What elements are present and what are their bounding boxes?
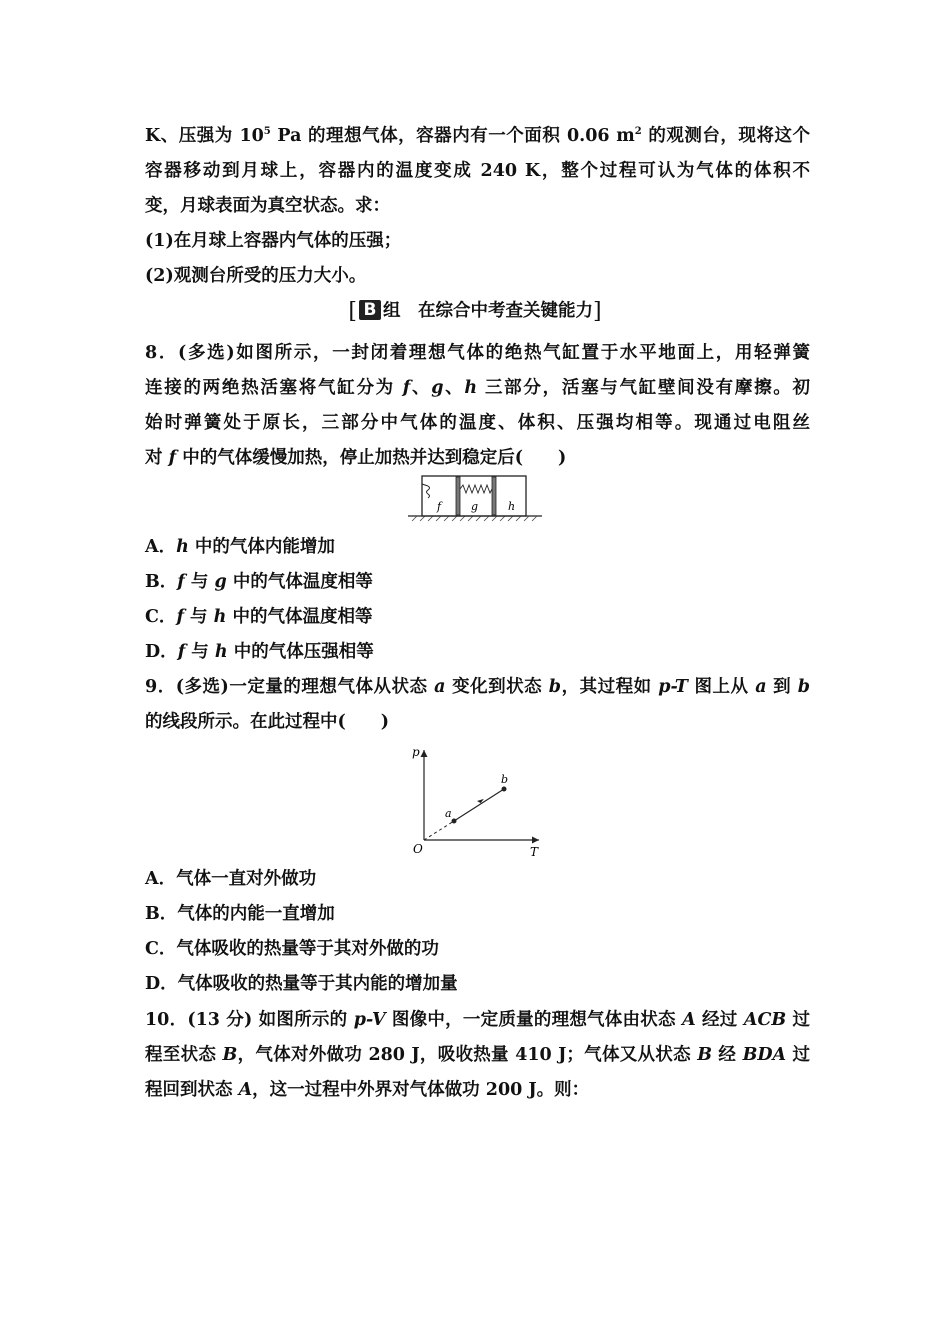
q8-line-2: 连接的两绝热活塞将气缸分为 f、g、h 三部分，活塞与气缸壁间没有摩擦。初 — [145, 378, 811, 398]
dashed-extension — [424, 821, 454, 840]
label-h: h — [508, 500, 516, 513]
point-b — [502, 787, 507, 792]
q9-line-1: 9．(多选)一定量的理想气体从状态 a 变化到状态 b，其过程如 p-T 图上从 a 到 b — [145, 677, 811, 697]
label-p: p — [412, 745, 420, 759]
section-heading: [ B 组 在综合中考查关键能力] — [348, 299, 602, 324]
q8-line-3: 始时弹簧处于原长，三部分中气体的温度、体积、压强均相等。现通过电阻丝 — [145, 413, 810, 433]
label-g: g — [471, 500, 479, 513]
point-a — [452, 819, 457, 824]
intro-line-2: 容器移动到月球上，容器内的温度变成 240 K，整个过程可认为气体的体积不 — [145, 161, 810, 181]
q10-line-3: 程回到状态 A，这一过程中外界对气体做功 200 J。则： — [145, 1080, 590, 1100]
label-T: T — [530, 845, 539, 859]
q8-line-4: 对 f 中的气体缓慢加热，停止加热并达到稳定后( ) — [145, 448, 567, 468]
q8-option-c[interactable]: C．f 与 h 中的气体温度相等 — [145, 607, 373, 627]
q10-line-2: 程至状态 B，气体对外做功 280 J，吸收热量 410 J；气体又从状态 B 经 BDA 过 — [145, 1045, 811, 1065]
label-O: O — [413, 842, 423, 856]
label-a: a — [445, 807, 452, 820]
q9-option-c[interactable]: C．气体吸收的热量等于其对外做的功 — [145, 939, 439, 959]
sub-question-1: (1)在月球上容器内气体的压强； — [145, 231, 402, 251]
process-segment — [454, 789, 504, 821]
q9-option-d[interactable]: D．气体吸收的热量等于其内能的增加量 — [145, 974, 458, 994]
q8-option-b[interactable]: B．f 与 g 中的气体温度相等 — [145, 572, 373, 592]
label-f: f — [437, 500, 442, 513]
pt-graph — [404, 740, 554, 860]
q8-option-a[interactable]: A．h 中的气体内能增加 — [145, 537, 335, 557]
q10-line-1: 10．(13 分) 如图所示的 p-V 图像中，一定质量的理想气体由状态 A 经过 ACB 过 — [145, 1010, 811, 1030]
q8-option-d[interactable]: D．f 与 h 中的气体压强相等 — [145, 642, 374, 662]
q9-option-a[interactable]: A．气体一直对外做功 — [145, 869, 317, 889]
group-b-logo: B — [359, 300, 381, 320]
q8-line-1: 8．(多选)如图所示，一封闭着理想气体的绝热气缸置于水平地面上，用轻弹簧 — [145, 343, 810, 363]
q9-line-2: 的线段所示。在此过程中( ) — [145, 712, 390, 732]
label-b: b — [501, 773, 509, 786]
q9-option-b[interactable]: B．气体的内能一直增加 — [145, 904, 335, 924]
intro-line-3: 变，月球表面为真空状态。求： — [145, 196, 390, 216]
sub-question-2: (2)观测台所受的压力大小。 — [145, 266, 367, 286]
intro-line-1: K、压强为 $10^5$ Pa 的理想气体，容器内有一个面积 0.06 $m^2$ 的观测台，现将这个 — [145, 126, 811, 146]
cylinder-figure — [404, 472, 546, 522]
